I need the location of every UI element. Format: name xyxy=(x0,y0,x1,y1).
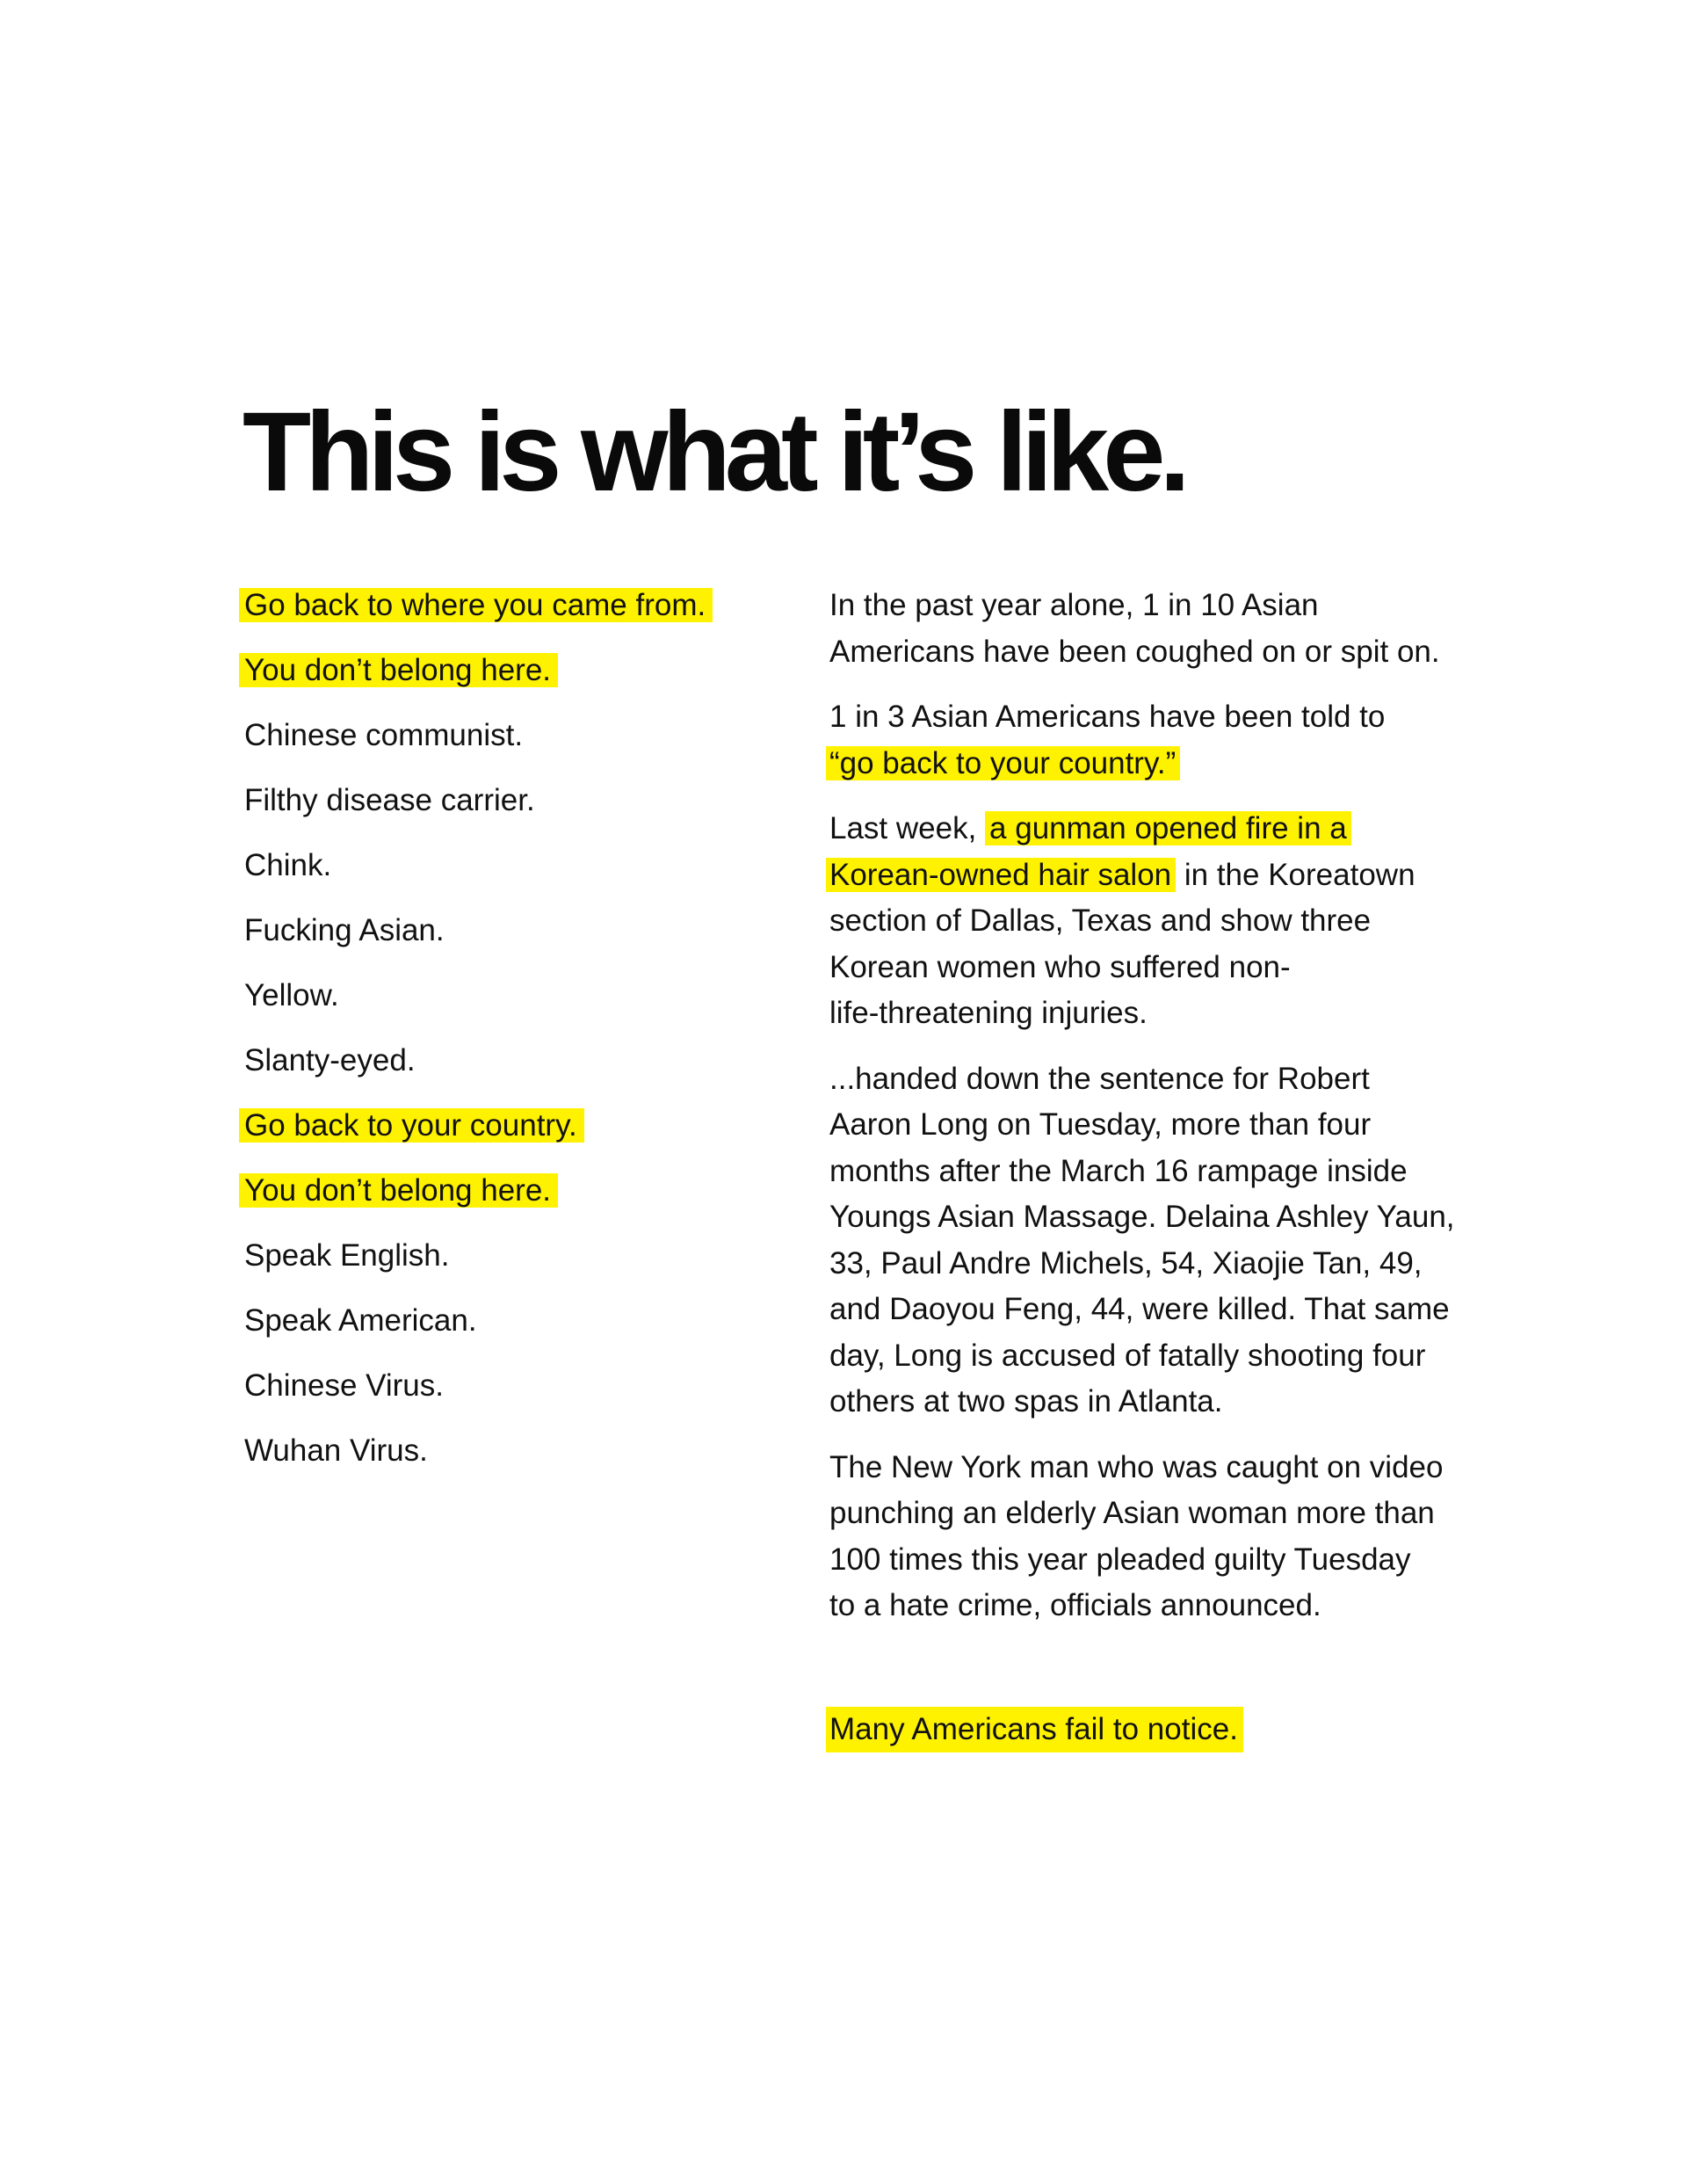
stat-line: day, Long is accused of fatally shooting four xyxy=(829,1338,1426,1373)
stat-line: and Daoyou Feng, 44, were killed. That same xyxy=(829,1292,1450,1326)
stat-line: 1 in 3 Asian Americans have been told to xyxy=(829,700,1386,734)
stat-line: Youngs Asian Massage. Delaina Ashley Yaun, xyxy=(829,1200,1455,1234)
stat-line: to a hate crime, officials announced. xyxy=(829,1588,1321,1622)
stat-line: Americans have been coughed on or spit on. xyxy=(829,634,1440,669)
slur-item xyxy=(239,583,801,628)
slur-text: Speak English. xyxy=(244,1238,450,1273)
slur-text: Yellow. xyxy=(244,978,339,1012)
closing-statement: Many Americans fail to notice. xyxy=(826,1707,1243,1752)
stat-paragraph-new-york xyxy=(829,1445,1497,1629)
slur-text: You don’t belong here. xyxy=(239,653,558,687)
highlighted-phrase: a gunman opened fire in a xyxy=(985,811,1351,845)
slur-item xyxy=(239,1298,801,1344)
highlighted-phrase: Korean-owned hair salon xyxy=(826,858,1176,892)
slur-text: Chinese Virus. xyxy=(244,1368,444,1403)
slur-item xyxy=(239,1233,801,1279)
headline: This is what it’s like. xyxy=(243,389,1184,515)
stat-text: in the Koreatown xyxy=(1176,857,1415,892)
slur-item xyxy=(239,973,801,1019)
slur-item xyxy=(239,1428,801,1474)
stat-line: life-threatening injuries. xyxy=(829,996,1148,1030)
stat-paragraph-spitting xyxy=(829,583,1497,675)
stat-paragraph-told xyxy=(829,694,1497,787)
slur-text: Slanty-eyed. xyxy=(244,1043,416,1077)
slur-item xyxy=(239,908,801,954)
stat-line: Aaron Long on Tuesday, more than four xyxy=(829,1107,1372,1142)
slur-item xyxy=(239,1103,801,1149)
stat-line: ...handed down the sentence for Robert xyxy=(829,1061,1370,1096)
stat-line: 100 times this year pleaded guilty Tuesday xyxy=(829,1542,1411,1577)
stat-line: punching an elderly Asian woman more than xyxy=(829,1496,1435,1530)
slur-text: Filthy disease carrier. xyxy=(244,783,535,817)
stat-paragraph-atlanta xyxy=(829,1056,1497,1426)
stat-line: Korean women who suffered non- xyxy=(829,949,1291,984)
slur-text: Chinese communist. xyxy=(244,718,524,752)
slur-text: Fucking Asian. xyxy=(244,913,445,947)
stat-line: months after the March 16 rampage inside xyxy=(829,1153,1408,1188)
slur-item xyxy=(239,778,801,824)
highlighted-quote: “go back to your country.” xyxy=(826,746,1180,780)
stat-line: others at two spas in Atlanta. xyxy=(829,1384,1223,1419)
slur-item xyxy=(239,648,801,693)
stat-text: Last week, xyxy=(829,811,986,845)
slur-text: Go back to where you came from. xyxy=(239,588,713,622)
slur-item xyxy=(239,1363,801,1409)
stat-line: 33, Paul Andre Michels, 54, Xiaojie Tan, 49, xyxy=(829,1245,1423,1281)
stat-line: section of Dallas, Texas and show three xyxy=(829,903,1372,938)
stat-line: In the past year alone, 1 in 10 Asian xyxy=(829,588,1319,622)
slur-text: Wuhan Virus. xyxy=(244,1433,428,1468)
slur-item xyxy=(239,843,801,889)
statistics-column xyxy=(829,583,1497,1649)
slur-item xyxy=(239,1038,801,1084)
stat-paragraph-dallas xyxy=(829,806,1497,1037)
slur-item xyxy=(239,1168,801,1214)
slur-text: Chink. xyxy=(244,848,332,882)
slur-text: Go back to your country. xyxy=(239,1108,584,1143)
slur-text: Speak American. xyxy=(244,1303,477,1338)
slur-text: You don’t belong here. xyxy=(239,1173,558,1208)
stat-line: The New York man who was caught on video xyxy=(829,1449,1444,1484)
slur-list xyxy=(239,583,801,1493)
slur-item xyxy=(239,713,801,758)
